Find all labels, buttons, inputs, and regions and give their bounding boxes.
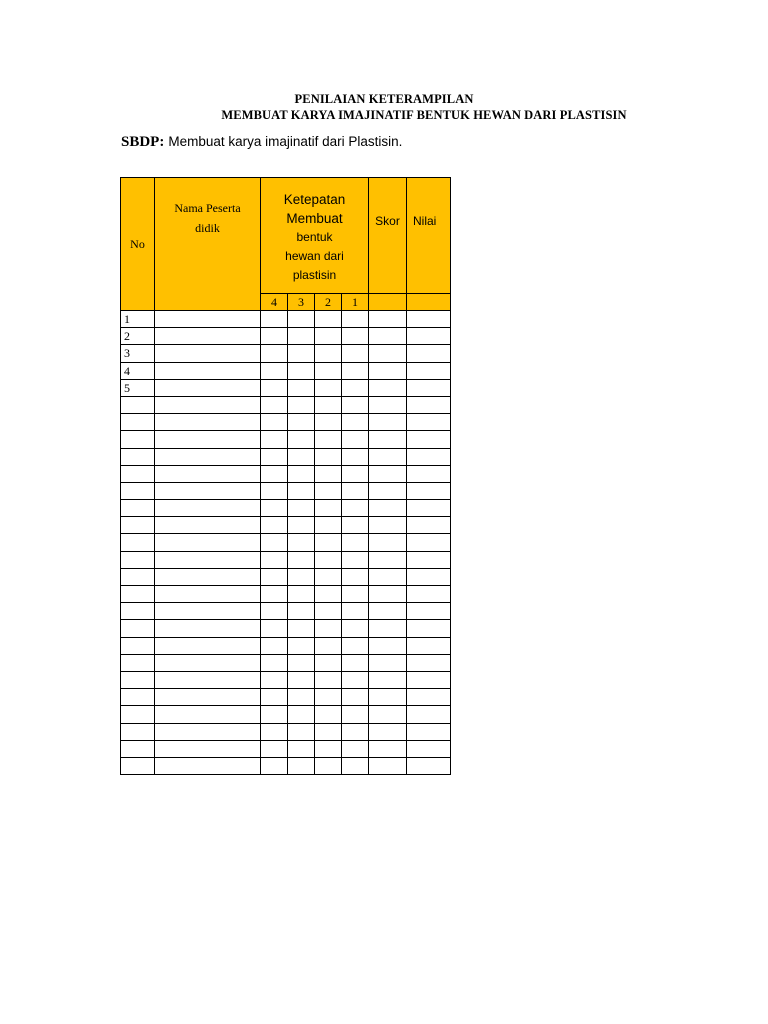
header-criteria-line4: hewan dari xyxy=(285,249,344,263)
cell-score-4 xyxy=(261,482,288,499)
cell-number xyxy=(121,431,155,448)
cell-skor xyxy=(369,345,407,362)
cell-nilai xyxy=(407,328,451,345)
cell-score-2 xyxy=(315,379,342,396)
cell-score-3 xyxy=(288,345,315,362)
score-level-1: 1 xyxy=(342,294,369,311)
cell-number xyxy=(121,654,155,671)
cell-score-4 xyxy=(261,379,288,396)
cell-score-2 xyxy=(315,706,342,723)
assessment-table xyxy=(120,177,451,775)
cell-score-3 xyxy=(288,654,315,671)
cell-nilai xyxy=(407,431,451,448)
cell-nilai xyxy=(407,706,451,723)
cell-score-2 xyxy=(315,757,342,774)
header-skor-blank xyxy=(369,294,407,311)
cell-skor xyxy=(369,689,407,706)
cell-score-2 xyxy=(315,500,342,517)
cell-score-1 xyxy=(342,586,369,603)
cell-student-name xyxy=(155,740,261,757)
table-row xyxy=(121,345,451,362)
cell-score-2 xyxy=(315,586,342,603)
cell-score-1 xyxy=(342,311,369,328)
cell-score-3 xyxy=(288,671,315,688)
cell-score-1 xyxy=(342,414,369,431)
cell-student-name xyxy=(155,500,261,517)
document-title: PENILAIAN KETERAMPILAN xyxy=(294,92,474,106)
cell-nilai xyxy=(407,757,451,774)
cell-score-2 xyxy=(315,568,342,585)
cell-skor xyxy=(369,671,407,688)
cell-score-1 xyxy=(342,328,369,345)
cell-number xyxy=(121,465,155,482)
cell-student-name xyxy=(155,689,261,706)
table-row xyxy=(121,414,451,431)
cell-skor xyxy=(369,482,407,499)
cell-score-1 xyxy=(342,637,369,654)
cell-score-4 xyxy=(261,689,288,706)
header-criteria-line5: plastisin xyxy=(292,268,337,282)
cell-student-name xyxy=(155,396,261,413)
cell-score-1 xyxy=(342,465,369,482)
header-no: No xyxy=(121,178,155,311)
table-row xyxy=(121,534,451,551)
cell-nilai xyxy=(407,740,451,757)
cell-score-2 xyxy=(315,654,342,671)
cell-score-4 xyxy=(261,551,288,568)
cell-number xyxy=(121,396,155,413)
table-row xyxy=(121,379,451,396)
cell-score-3 xyxy=(288,517,315,534)
cell-number xyxy=(121,517,155,534)
cell-number xyxy=(121,671,155,688)
table-row xyxy=(121,706,451,723)
cell-score-2 xyxy=(315,671,342,688)
cell-nilai xyxy=(407,311,451,328)
cell-student-name xyxy=(155,551,261,568)
cell-nilai xyxy=(407,517,451,534)
cell-score-4 xyxy=(261,586,288,603)
table-row xyxy=(121,671,451,688)
table-row xyxy=(121,465,451,482)
cell-nilai xyxy=(407,620,451,637)
cell-student-name xyxy=(155,362,261,379)
cell-student-name xyxy=(155,311,261,328)
cell-score-4 xyxy=(261,723,288,740)
cell-score-1 xyxy=(342,551,369,568)
cell-number xyxy=(121,740,155,757)
cell-score-2 xyxy=(315,448,342,465)
cell-number xyxy=(121,603,155,620)
cell-score-3 xyxy=(288,757,315,774)
cell-student-name xyxy=(155,568,261,585)
table-row xyxy=(121,431,451,448)
cell-student-name xyxy=(155,328,261,345)
cell-nilai xyxy=(407,396,451,413)
cell-skor xyxy=(369,706,407,723)
cell-skor xyxy=(369,414,407,431)
cell-score-4 xyxy=(261,654,288,671)
cell-score-3 xyxy=(288,396,315,413)
cell-skor xyxy=(369,500,407,517)
cell-skor xyxy=(369,757,407,774)
cell-nilai xyxy=(407,689,451,706)
table-row xyxy=(121,500,451,517)
cell-nilai xyxy=(407,534,451,551)
cell-score-1 xyxy=(342,620,369,637)
cell-nilai xyxy=(407,671,451,688)
cell-nilai xyxy=(407,586,451,603)
cell-score-3 xyxy=(288,637,315,654)
cell-student-name xyxy=(155,586,261,603)
cell-score-1 xyxy=(342,757,369,774)
cell-number xyxy=(121,448,155,465)
cell-number xyxy=(121,689,155,706)
cell-score-2 xyxy=(315,362,342,379)
cell-score-4 xyxy=(261,603,288,620)
table-row xyxy=(121,586,451,603)
header-skor: Skor xyxy=(369,178,407,294)
cell-student-name xyxy=(155,757,261,774)
header-nilai: Nilai xyxy=(407,178,451,294)
cell-number xyxy=(121,637,155,654)
cell-number: 5 xyxy=(121,379,155,396)
cell-number xyxy=(121,706,155,723)
cell-student-name xyxy=(155,620,261,637)
header-nilai-blank xyxy=(407,294,451,311)
cell-score-3 xyxy=(288,448,315,465)
cell-score-3 xyxy=(288,568,315,585)
cell-score-1 xyxy=(342,706,369,723)
cell-skor xyxy=(369,379,407,396)
cell-number xyxy=(121,534,155,551)
cell-score-4 xyxy=(261,448,288,465)
cell-skor xyxy=(369,311,407,328)
cell-nilai xyxy=(407,603,451,620)
table-row xyxy=(121,654,451,671)
cell-score-2 xyxy=(315,517,342,534)
cell-score-2 xyxy=(315,345,342,362)
cell-skor xyxy=(369,517,407,534)
cell-number: 2 xyxy=(121,328,155,345)
cell-score-1 xyxy=(342,448,369,465)
header-name-line1: Nama Peserta xyxy=(174,201,241,215)
cell-score-4 xyxy=(261,431,288,448)
cell-skor xyxy=(369,637,407,654)
cell-score-1 xyxy=(342,517,369,534)
subject-label: SBDP: xyxy=(121,134,165,150)
cell-score-1 xyxy=(342,482,369,499)
cell-nilai xyxy=(407,414,451,431)
table-row xyxy=(121,396,451,413)
table-row xyxy=(121,620,451,637)
table-row xyxy=(121,517,451,534)
table-row xyxy=(121,740,451,757)
cell-score-4 xyxy=(261,637,288,654)
cell-number xyxy=(121,723,155,740)
cell-skor xyxy=(369,551,407,568)
cell-skor xyxy=(369,448,407,465)
cell-score-1 xyxy=(342,431,369,448)
cell-skor xyxy=(369,465,407,482)
cell-score-1 xyxy=(342,396,369,413)
cell-score-1 xyxy=(342,723,369,740)
cell-skor xyxy=(369,740,407,757)
header-student-name xyxy=(155,178,261,311)
cell-number: 1 xyxy=(121,311,155,328)
cell-score-3 xyxy=(288,482,315,499)
cell-nilai xyxy=(407,654,451,671)
cell-score-2 xyxy=(315,689,342,706)
table-row xyxy=(121,482,451,499)
cell-student-name xyxy=(155,637,261,654)
cell-number xyxy=(121,500,155,517)
cell-student-name xyxy=(155,603,261,620)
cell-score-2 xyxy=(315,328,342,345)
cell-student-name xyxy=(155,414,261,431)
cell-score-4 xyxy=(261,568,288,585)
table-row xyxy=(121,603,451,620)
table-row xyxy=(121,328,451,345)
subject-text: Membuat karya imajinatif dari Plastisin. xyxy=(168,134,403,149)
table-row xyxy=(121,568,451,585)
cell-score-4 xyxy=(261,620,288,637)
cell-student-name xyxy=(155,345,261,362)
table-row xyxy=(121,362,451,379)
cell-score-2 xyxy=(315,603,342,620)
cell-score-2 xyxy=(315,637,342,654)
cell-nilai xyxy=(407,637,451,654)
cell-score-3 xyxy=(288,414,315,431)
header-criteria-line1: Ketepatan xyxy=(283,192,346,207)
cell-score-1 xyxy=(342,603,369,620)
cell-score-2 xyxy=(315,396,342,413)
table-row xyxy=(121,311,451,328)
cell-student-name xyxy=(155,431,261,448)
header-criteria xyxy=(261,178,369,294)
table-row xyxy=(121,689,451,706)
cell-score-1 xyxy=(342,689,369,706)
cell-skor xyxy=(369,723,407,740)
cell-score-4 xyxy=(261,345,288,362)
cell-student-name xyxy=(155,671,261,688)
cell-score-2 xyxy=(315,431,342,448)
cell-score-4 xyxy=(261,740,288,757)
cell-score-2 xyxy=(315,620,342,637)
cell-student-name xyxy=(155,448,261,465)
cell-nilai xyxy=(407,345,451,362)
cell-score-4 xyxy=(261,396,288,413)
header-criteria-line2: Membuat xyxy=(286,211,343,226)
score-level-2: 2 xyxy=(315,294,342,311)
cell-score-2 xyxy=(315,465,342,482)
cell-score-4 xyxy=(261,671,288,688)
cell-score-1 xyxy=(342,379,369,396)
cell-skor xyxy=(369,328,407,345)
cell-score-3 xyxy=(288,465,315,482)
cell-score-4 xyxy=(261,328,288,345)
cell-score-3 xyxy=(288,706,315,723)
cell-student-name xyxy=(155,482,261,499)
cell-score-1 xyxy=(342,671,369,688)
cell-nilai xyxy=(407,448,451,465)
cell-skor xyxy=(369,620,407,637)
cell-score-2 xyxy=(315,311,342,328)
cell-skor xyxy=(369,603,407,620)
cell-number xyxy=(121,568,155,585)
cell-score-3 xyxy=(288,500,315,517)
cell-score-4 xyxy=(261,706,288,723)
cell-student-name xyxy=(155,654,261,671)
cell-score-1 xyxy=(342,345,369,362)
cell-score-3 xyxy=(288,586,315,603)
cell-skor xyxy=(369,568,407,585)
cell-score-1 xyxy=(342,568,369,585)
subject-line xyxy=(121,134,402,151)
cell-score-4 xyxy=(261,362,288,379)
score-level-3: 3 xyxy=(288,294,315,311)
cell-score-3 xyxy=(288,723,315,740)
cell-score-2 xyxy=(315,723,342,740)
header-name-line2: didik xyxy=(195,221,220,235)
cell-score-1 xyxy=(342,500,369,517)
cell-score-3 xyxy=(288,740,315,757)
cell-score-3 xyxy=(288,689,315,706)
cell-score-1 xyxy=(342,740,369,757)
cell-skor xyxy=(369,654,407,671)
cell-score-4 xyxy=(261,534,288,551)
table-row xyxy=(121,637,451,654)
cell-score-1 xyxy=(342,534,369,551)
cell-skor xyxy=(369,534,407,551)
cell-student-name xyxy=(155,723,261,740)
table-row xyxy=(121,448,451,465)
cell-student-name xyxy=(155,517,261,534)
cell-student-name xyxy=(155,534,261,551)
table-row xyxy=(121,757,451,774)
cell-score-2 xyxy=(315,534,342,551)
cell-nilai xyxy=(407,465,451,482)
cell-score-1 xyxy=(342,654,369,671)
cell-student-name xyxy=(155,706,261,723)
cell-score-1 xyxy=(342,362,369,379)
cell-score-4 xyxy=(261,500,288,517)
cell-skor xyxy=(369,362,407,379)
cell-score-2 xyxy=(315,414,342,431)
score-level-4: 4 xyxy=(261,294,288,311)
document-subtitle: MEMBUAT KARYA IMAJINATIF BENTUK HEWAN DARI PLASTISIN xyxy=(221,108,627,122)
cell-skor xyxy=(369,396,407,413)
cell-score-2 xyxy=(315,482,342,499)
cell-number xyxy=(121,414,155,431)
cell-score-4 xyxy=(261,465,288,482)
table-body xyxy=(121,311,451,775)
cell-nilai xyxy=(407,723,451,740)
cell-score-3 xyxy=(288,362,315,379)
cell-number xyxy=(121,551,155,568)
cell-score-3 xyxy=(288,431,315,448)
cell-number xyxy=(121,757,155,774)
cell-score-3 xyxy=(288,328,315,345)
cell-number: 4 xyxy=(121,362,155,379)
table-row xyxy=(121,723,451,740)
cell-score-4 xyxy=(261,517,288,534)
cell-student-name xyxy=(155,379,261,396)
table-row xyxy=(121,551,451,568)
header-criteria-line3: bentuk xyxy=(296,230,333,244)
cell-score-3 xyxy=(288,603,315,620)
cell-score-4 xyxy=(261,757,288,774)
cell-score-3 xyxy=(288,534,315,551)
cell-number xyxy=(121,482,155,499)
cell-nilai xyxy=(407,551,451,568)
cell-number: 3 xyxy=(121,345,155,362)
cell-nilai xyxy=(407,362,451,379)
cell-skor xyxy=(369,431,407,448)
cell-score-3 xyxy=(288,551,315,568)
cell-student-name xyxy=(155,465,261,482)
cell-number xyxy=(121,620,155,637)
cell-skor xyxy=(369,586,407,603)
cell-nilai xyxy=(407,482,451,499)
cell-nilai xyxy=(407,568,451,585)
cell-score-3 xyxy=(288,620,315,637)
cell-score-3 xyxy=(288,379,315,396)
cell-score-3 xyxy=(288,311,315,328)
cell-score-4 xyxy=(261,414,288,431)
cell-number xyxy=(121,586,155,603)
cell-nilai xyxy=(407,379,451,396)
cell-score-2 xyxy=(315,740,342,757)
cell-nilai xyxy=(407,500,451,517)
cell-score-4 xyxy=(261,311,288,328)
cell-score-2 xyxy=(315,551,342,568)
